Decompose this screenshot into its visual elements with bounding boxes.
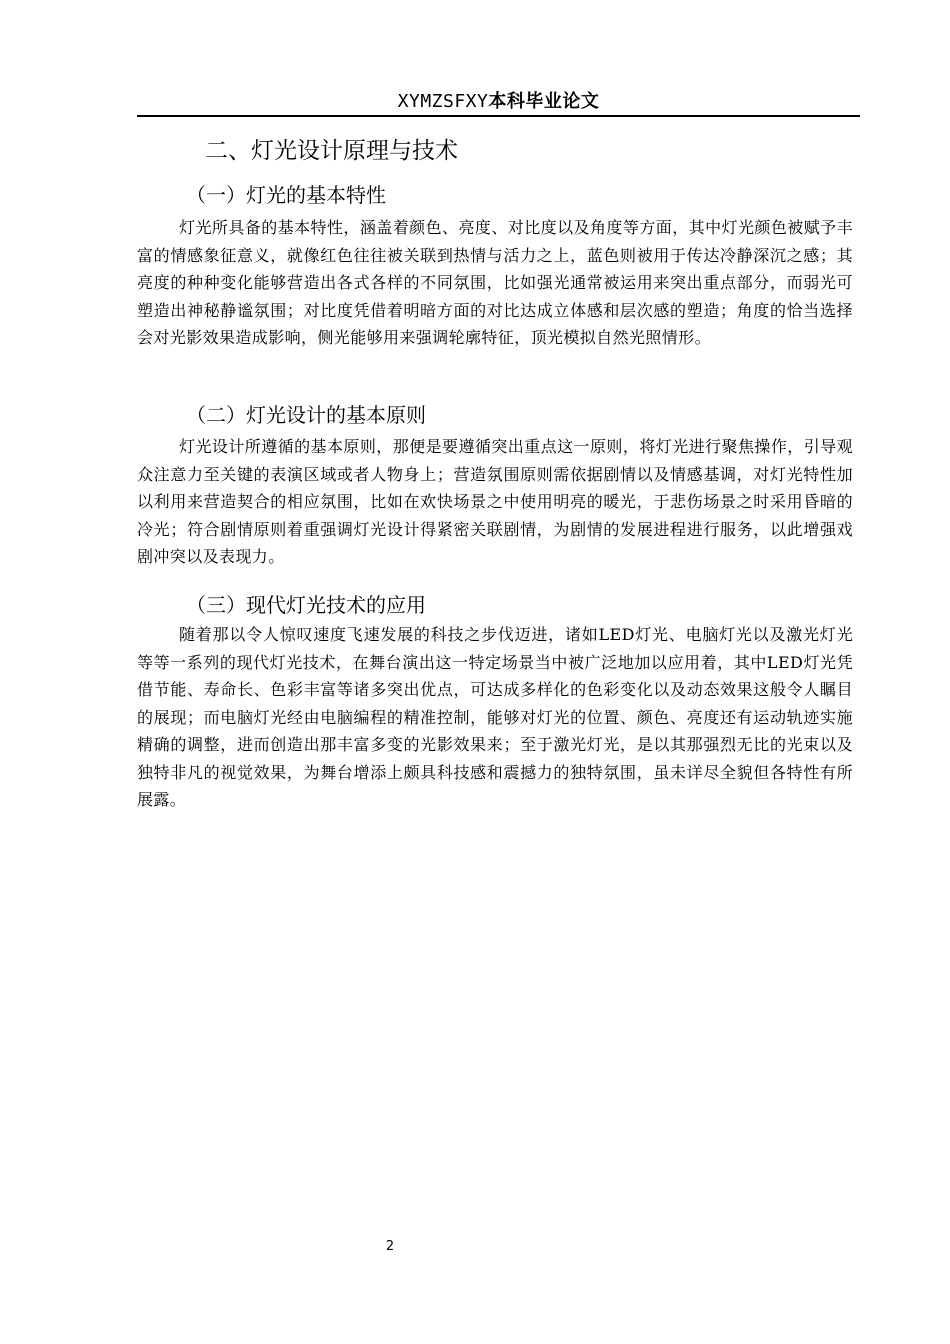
page-number: 2 [385,1239,395,1254]
section-paragraph-3: 随着那以令人惊叹速度飞速发展的科技之步伐迈进，诸如LED灯光、电脑灯光以及激光灯光等等一系列的现代灯光技术，在舞台演出这一特定场景当中被广泛地加以应用着，其中LED灯光凭借节能、寿命长、色彩丰富等诸多突出优点，可达成多样化的色彩变化以及动态效果这般令人瞩目的展现；而电脑灯光经由电脑编程的精准控制，能够对灯光的位置、颜色、亮度还有运动轨迹实施精确的调整，进而创造出那丰富多变的光影效果来；至于激光灯光，是以其那强烈无比的光束以及独特非凡的视觉效果，为舞台增添上颇具科技感和震撼力的独特氛围，虽未详尽全貌但各特性有所展露。 [137,625,853,809]
section-paragraph-2: 灯光设计所遵循的基本原则，那便是要遵循突出重点这一原则，将灯光进行聚焦操作，引导观众注意力至关键的表演区域或者人物身上；营造氛围原则需依据剧情以及情感基调，对灯光特性加以利用来营造契合的相应氛围，比如在欢快场景之中使用明亮的暖光，于悲伤场景之时采用昏暗的冷光；符合剧情原则着重强调灯光设计得紧密关联剧情，为剧情的发展进程进行服务，以此增强戏剧冲突以及表现力。 [137,437,853,566]
section-heading-2: （二）灯光设计的基本原则 [186,403,426,427]
header-rule [137,115,860,117]
header-code: XYMZSFXY [397,91,489,112]
section-heading-1: （一）灯光的基本特性 [186,183,386,207]
section-heading-3: （三）现代灯光技术的应用 [186,593,426,617]
section-paragraph-1: 灯光所具备的基本特性，涵盖着颜色、亮度、对比度以及角度等方面，其中灯光颜色被赋予丰富的情感象征意义，就像红色往往被关联到热情与活力之上，蓝色则被用于传达冷静深沉之感；其亮度的种种变化能够营造出各式各样的不同氛围，比如强光通常被运用来突出重点部分，而弱光可塑造出神秘静谧氛围；对比度凭借着明暗方面的对比达成立体感和层次感的塑造；角度的恰当选择会对光影效果造成影响，侧光能够用来强调轮廓特征，顶光模拟自然光照情形。 [137,218,853,347]
running-header [137,88,860,114]
chapter-title: 二、灯光设计原理与技术 [205,138,458,164]
header-label: 本科毕业论文 [488,91,600,112]
